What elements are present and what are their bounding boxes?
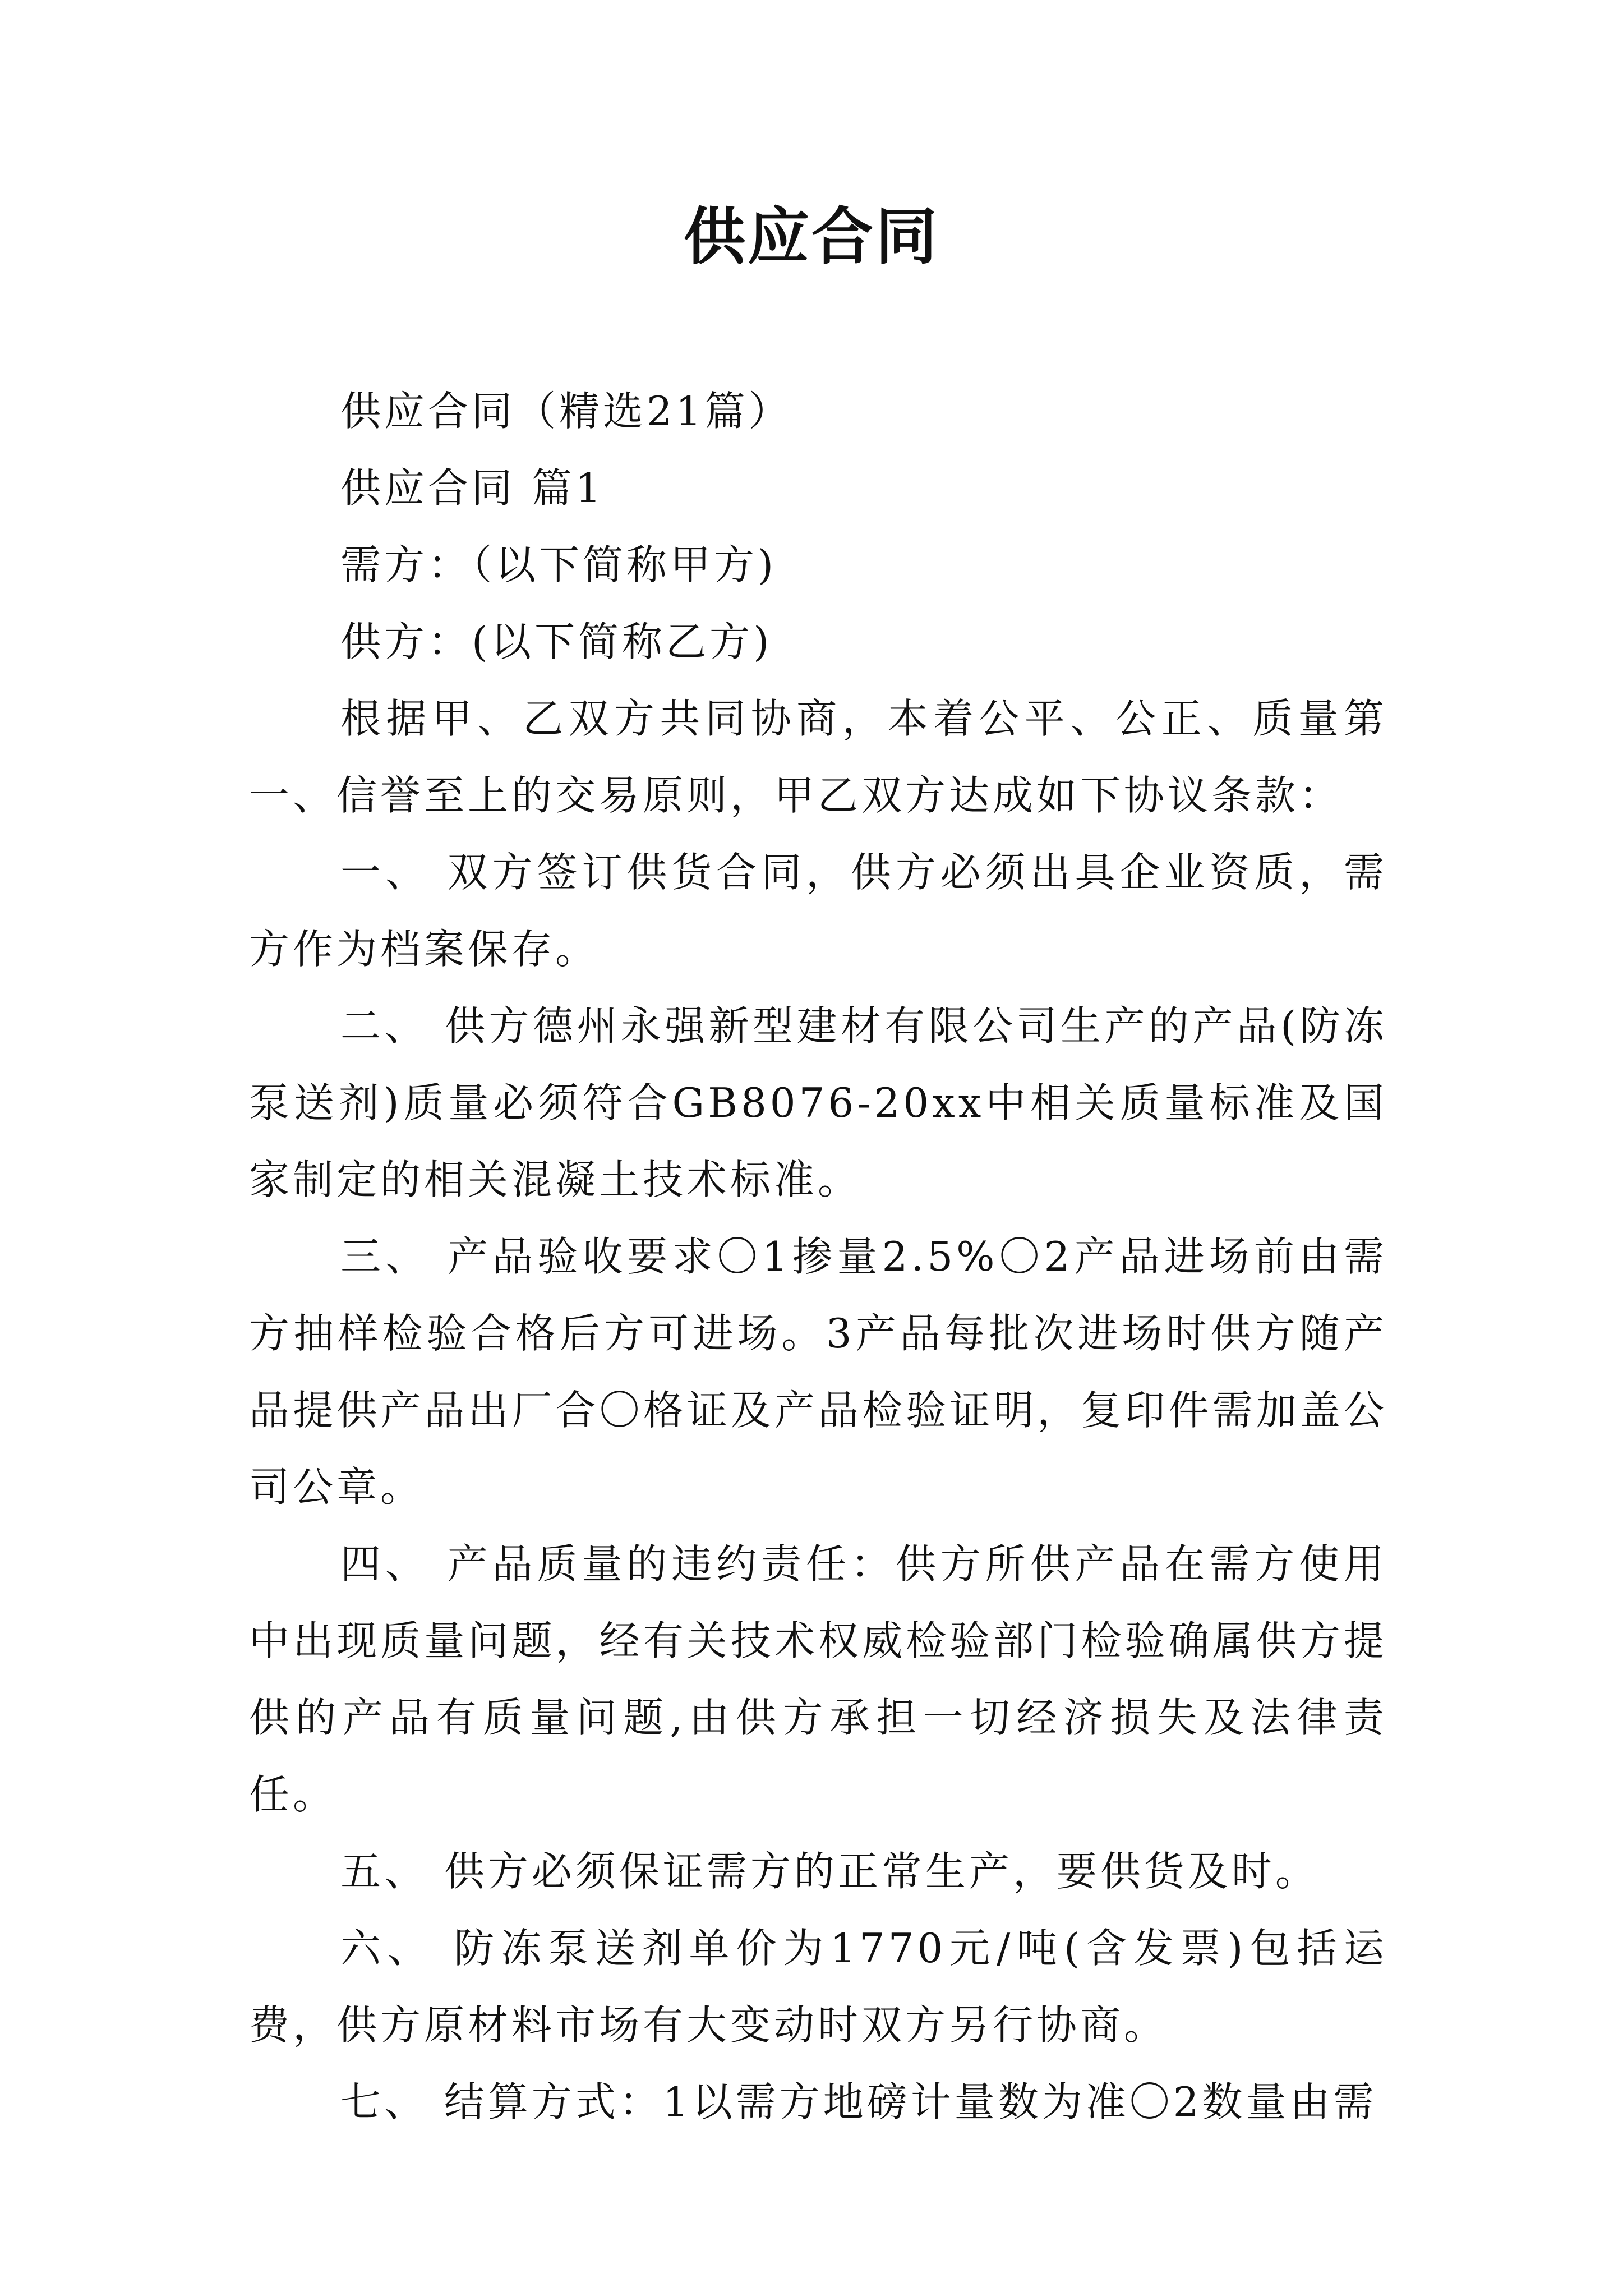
- paragraph-supplier: 供方：(以下简称乙方): [340, 618, 773, 665]
- clause-4: 四、 产品质量的违约责任：供方所供产品在需方使用中出现质量问题，经有关技术权威检验部门检验确属供方提供的产品有质量问题,由供方承担一切经济损失及法律责任。: [249, 1540, 1387, 1818]
- clause-1: 一、 双方签订供货合同，供方必须出具企业资质，需方作为档案保存。: [249, 849, 1387, 973]
- paragraph-subtitle: 供应合同（精选21篇）: [340, 388, 792, 435]
- document-body: [249, 373, 1387, 2141]
- clause-7: 七、 结算方式：1以需方地磅计量数为准〇2数量由需: [340, 2078, 1377, 2125]
- clause-3: 三、 产品验收要求〇1掺量2.5%〇2产品进场前由需方抽样检验合格后方可进场。3产品每批次进场时供方随产品提供产品出厂合〇格证及产品检验证明，复印件需加盖公司公章。: [249, 1233, 1387, 1511]
- paragraph-section-heading: 供应合同 篇1: [340, 464, 605, 512]
- clause-5: 五、 供方必须保证需方的正常生产，要供货及时。: [340, 1848, 1319, 1895]
- clause-2: 二、 供方德州永强新型建材有限公司生产的产品(防冻泵送剂)质量必须符合GB8076-20xx中相关质量标准及国家制定的相关混凝土技术标准。: [249, 1002, 1387, 1203]
- paragraph-buyer: 需方：（以下简称甲方): [340, 541, 777, 588]
- clause-6: 六、 防冻泵送剂单价为1770元/吨(含发票)包括运费，供方原材料市场有大变动时双方另行协商。: [249, 1925, 1387, 2049]
- document-title: 供应合同: [684, 200, 939, 273]
- paragraph-preamble: 根据甲、乙双方共同协商，本着公平、公正、质量第一、信誉至上的交易原则，甲乙双方达成如下协议条款：: [249, 695, 1387, 819]
